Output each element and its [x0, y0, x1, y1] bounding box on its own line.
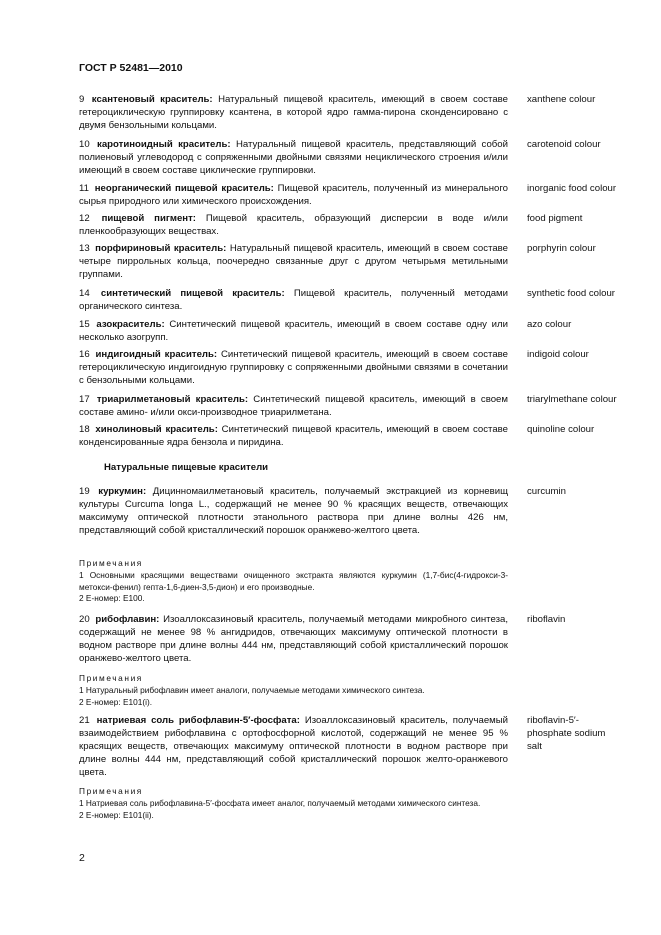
term-entry-16	[79, 348, 661, 387]
note-item: 2 Е-номер: Е101(i).	[79, 696, 153, 707]
term-definition: Синтетический пищевой краситель, имеющий в своем составе гетероциклическую индигоидную группировку с сопряженными двойными связями в сочетании с бензольными кольцами.	[79, 349, 508, 387]
english-term: xanthene colour	[527, 94, 596, 105]
entry-number: 10	[79, 139, 90, 150]
term-entry-9	[79, 93, 661, 132]
english-term: riboflavin-5′-phosphate sodium salt	[527, 715, 606, 753]
term-definition: Натуральный пищевой краситель, имеющий в своем составе гетероциклическую группировку ксантена, в которой ядро гамма-пирона сконденсировано с двумя бензольными кольцами.	[79, 94, 509, 132]
term-definition: Синтетический пищевой краситель, имеющий в своем составе одну или несколько азогрупп.	[79, 319, 508, 344]
english-term: food pigment	[527, 213, 583, 224]
term-name: хинолиновый краситель:	[95, 424, 218, 435]
english-term: triarylmethane colour	[527, 394, 617, 405]
english-term: inorganic food colour	[527, 183, 617, 194]
page-header: ГОСТ Р 52481—2010	[79, 62, 183, 74]
entry-number: 13	[79, 243, 90, 254]
english-term: indigoid colour	[527, 349, 589, 360]
term-name: азокраситель:	[96, 319, 165, 330]
entry-number: 14	[79, 288, 90, 299]
term-name: ксантеновый краситель:	[91, 94, 213, 105]
term-entry-14	[79, 287, 661, 313]
entry-number: 20	[79, 614, 90, 625]
term-entry-10	[79, 138, 661, 177]
english-term: quinoline colour	[527, 424, 595, 435]
term-entry-20	[79, 613, 661, 665]
notes-block-19	[79, 558, 508, 604]
notes-title: Примечания	[79, 673, 143, 683]
term-entry-11	[79, 182, 661, 208]
term-definition: Синтетический пищевой краситель, имеющий в своем составе амино- и/или окси-производное триарилметана.	[79, 394, 508, 419]
section-title: Натуральные пищевые красители	[104, 462, 269, 473]
term-name: каротиноидный краситель:	[97, 139, 231, 150]
term-definition: Синтетический пищевой краситель, имеющий в своем составе конденсированные ядра бензола и пиридина.	[79, 424, 508, 449]
term-entry-12	[79, 212, 661, 238]
term-entry-17	[79, 393, 661, 419]
term-definition: Натуральный пищевой краситель, представляющий собой полиеновый углеводород с сопряженными двойными связями нециклического строения и/или имеющий в своем составе циклические группировки.	[79, 139, 508, 177]
note-item: 1 Натриевая соль рибофлавина-5′-фосфата имеет аналог, получаемый методами химического синтеза.	[79, 798, 481, 809]
term-definition: Пищевой краситель, образующий дисперсии в воде и/или пленкообразующих веществах.	[79, 213, 508, 238]
note-item: 2 Е-номер: Е101(ii).	[79, 809, 154, 820]
entry-number: 17	[79, 394, 90, 405]
term-definition: Изоаллоксазиновый краситель, получаемый методами микробного синтеза, содержащий не менее 98 % ангидридов, отвечающих максимуму оптической плотности в водном растворе при длине волны 444 нм, представляющий собой кристаллический порошок оранжево-желтого цвета.	[79, 614, 508, 665]
entry-number: 18	[79, 424, 90, 435]
term-entry-18	[79, 423, 661, 449]
term-name: куркумин:	[98, 486, 147, 497]
term-entry-19	[79, 485, 661, 537]
note-item: 1 Натуральный рибофлавин имеет аналоги, получаемые методами химического синтеза.	[79, 685, 425, 696]
term-definition: Дицинномаилметановый краситель, получаемый экстракцией из корневищ культуры Curcuma longa L., содержащий не менее 90 % красящих веществ, отвечающих максимуму оптической плотности этанольного раствора при длине волны 426 нм, представляющий собой кристаллический порошок оранжево-желтого цвета.	[79, 486, 508, 537]
entry-number: 16	[79, 349, 90, 360]
english-term: azo colour	[527, 319, 572, 330]
term-name: неорганический пищевой краситель:	[94, 183, 274, 194]
term-definition: Натуральный пищевой краситель, имеющий в своем составе четыре пиррольных кольца, поочередно связанные друг с другом четырьмя метильными группами.	[79, 243, 509, 281]
entry-number: 12	[79, 213, 90, 224]
page-number: 2	[79, 852, 85, 864]
note-item: 1 Основными красящими веществами очищенного экстракта являются куркумин (1,7-бис(4-гидрокси-3-метокси-фенил) гепта-1,6-диен-3,5-дион) и его производные.	[79, 570, 508, 592]
entry-number: 9	[79, 94, 85, 105]
term-name: порфириновый краситель:	[95, 243, 227, 254]
term-name: синтетический пищевой краситель:	[100, 288, 285, 299]
entry-number: 15	[79, 319, 90, 330]
english-term: curcumin	[527, 486, 566, 497]
term-entry-13	[79, 242, 661, 281]
english-term: synthetic food colour	[527, 288, 615, 299]
term-name: натриевая соль рибофлавин-5′-фосфата:	[96, 715, 300, 726]
entry-number: 19	[79, 486, 90, 497]
english-term: carotenoid colour	[527, 139, 601, 150]
notes-title: Примечания	[79, 558, 143, 568]
term-name: пищевой пигмент:	[101, 213, 196, 224]
term-definition: Изоаллоксазиновый краситель, получаемый взаимодействием рибофлавина с ортофосфорной кислотой, содержащий не менее 95 % красящих веществ, отвечающих максимуму оптической плотности в водном растворе при длине волны 444 нм, представляющий собой кристаллический порошок желто-оранжевого цвета.	[79, 715, 508, 779]
notes-block-21	[79, 786, 508, 821]
notes-title: Примечания	[79, 786, 143, 796]
term-entry-15	[79, 318, 661, 344]
note-item: 2 Е-номер: Е100.	[79, 592, 145, 603]
english-term: porphyrin colour	[527, 243, 596, 254]
term-name: рибофлавин:	[95, 614, 160, 625]
notes-block-20	[79, 673, 508, 708]
entry-number: 11	[79, 183, 89, 194]
english-term: riboflavin	[527, 614, 566, 625]
term-entry-21	[79, 714, 661, 779]
term-definition: Пищевой краситель, полученный из минерального сырья природного или химического происхождения.	[79, 183, 509, 208]
term-name: триарилметановый краситель:	[96, 394, 249, 405]
term-name: индигоидный краситель:	[95, 349, 218, 360]
entry-number: 21	[79, 715, 90, 726]
term-definition: Пищевой краситель, полученный методами органического синтеза.	[79, 288, 508, 313]
